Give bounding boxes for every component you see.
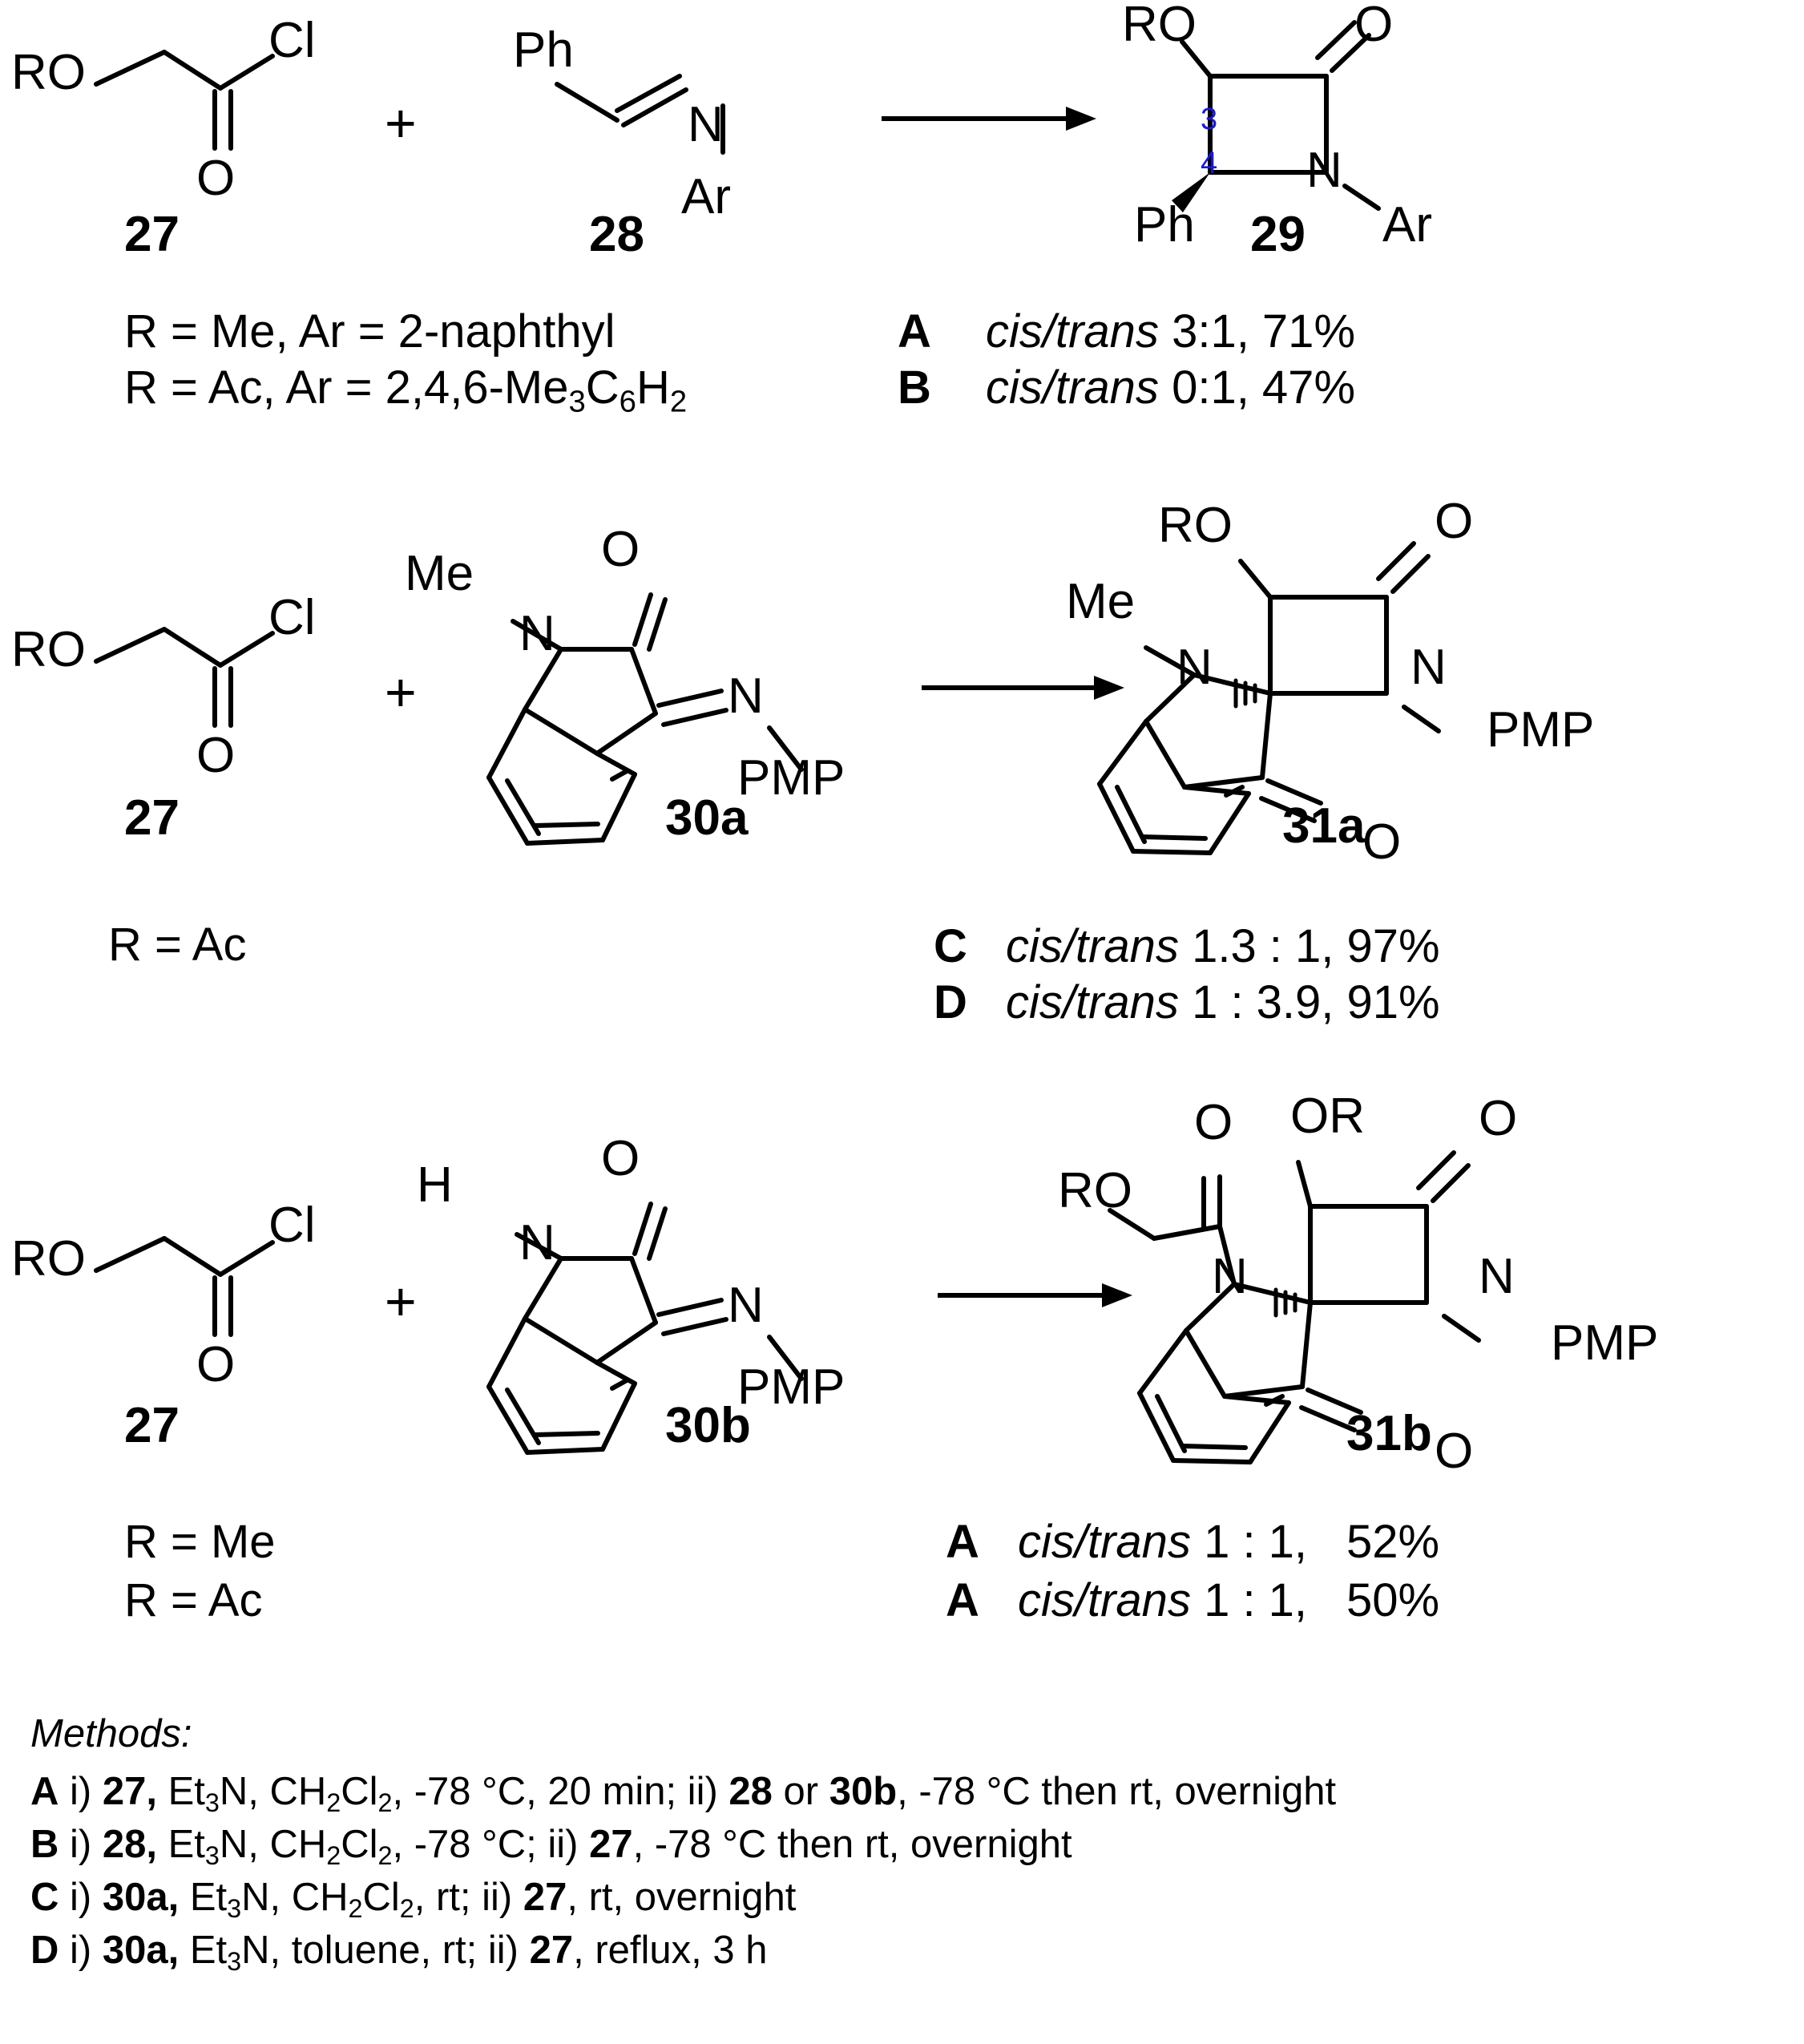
- compound-label-27-row1: 27: [124, 207, 180, 262]
- method-entry-B: B i) 28, $Et_3N$, $CH_2Cl_2$, -78 °C; ii) 27, -78 °C then rt, overnight: [30, 1823, 1072, 1871]
- atom-label-O-31b-bottom: O: [1435, 1424, 1474, 1479]
- atom-label-Cl-27-row3: Cl: [268, 1198, 316, 1253]
- plus-sign-row3: +: [385, 1271, 417, 1332]
- atom-label-N-imine-30b: N: [728, 1278, 764, 1333]
- atom-label-RO-27-row2: RO: [11, 622, 86, 677]
- atom-label-RO-27-row3: RO: [11, 1231, 86, 1287]
- method-entry-A: A i) 27, $Et_3N$, $CH_2Cl_2$, -78 °C, 20 min; ii) 28 or 30b, -78 °C then rt, overnight: [30, 1770, 1337, 1818]
- row3-method-label-A-1: A: [946, 1516, 979, 1568]
- compound-label-30a: 30a: [665, 790, 749, 846]
- compound-label-31b: 31b: [1346, 1406, 1432, 1461]
- row2-method-label-C: C: [934, 920, 967, 972]
- method-entry-D: D i) 30a, $Et_3N$, toluene, rt; ii) 27, reflux, 3 h: [30, 1929, 768, 1977]
- atom-label-O-27-row2: O: [196, 728, 236, 783]
- row2-substituents: R = Ac: [108, 919, 247, 971]
- row1-substituents-line-1: R = Me, Ar = 2-naphthyl: [124, 305, 615, 357]
- reaction-arrow-row1: [882, 95, 1106, 143]
- atom-label-N-30a: N: [519, 606, 555, 661]
- atom-label-RO-27-row1: RO: [11, 45, 86, 100]
- method-entry-C: C i) 30a, $Et_3N$, $CH_2Cl_2$, rt; ii) 27, rt, overnight: [30, 1876, 797, 1924]
- atom-label-Ar-28: Ar: [681, 169, 731, 224]
- row2-method-label-D: D: [934, 976, 967, 1028]
- atom-label-RO-31b: RO: [1058, 1163, 1132, 1218]
- atom-label-N-29: N: [1306, 143, 1342, 198]
- atom-label-N-31a-right: N: [1411, 640, 1447, 695]
- atom-label-O-27-row1: O: [196, 151, 236, 206]
- atom-label-PMP-30a: PMP: [737, 750, 845, 806]
- method-label-B: B: [30, 1823, 59, 1867]
- method-label-C: C: [30, 1876, 59, 1920]
- compound-label-28: 28: [589, 207, 644, 262]
- atom-label-O-29: O: [1354, 0, 1394, 52]
- atom-label-O-30b: O: [601, 1131, 640, 1186]
- methods-title: Methods:: [30, 1712, 192, 1755]
- compound-label-30b: 30b: [665, 1398, 751, 1453]
- atom-label-Cl-27-row1: Cl: [268, 13, 316, 68]
- plus-sign-row2: +: [385, 662, 417, 723]
- atom-label-Me-30a: Me: [405, 546, 474, 601]
- row3-yield-1: 52%: [1346, 1516, 1440, 1568]
- row1-result-B: cis/trans 0:1, 47%: [986, 362, 1356, 414]
- atom-label-Cl-27-row2: Cl: [268, 590, 316, 645]
- row1-method-label-A: A: [898, 305, 931, 357]
- atom-label-RO-31a: RO: [1158, 498, 1233, 553]
- atom-label-O-30a: O: [601, 522, 640, 577]
- row3-substituents-line-2: R = Ac: [124, 1574, 263, 1626]
- atom-label-N-31a-left: N: [1176, 640, 1213, 695]
- atom-label-OR-31b: OR: [1290, 1089, 1365, 1144]
- row3-result-1: cis/trans 1 : 1,: [1018, 1516, 1308, 1568]
- atom-label-N-31b-right: N: [1479, 1249, 1515, 1304]
- atom-label-RO-29: RO: [1122, 0, 1197, 52]
- row3-result-2: cis/trans 1 : 1,: [1018, 1574, 1308, 1626]
- compound-label-31a: 31a: [1282, 798, 1366, 854]
- atom-label-N-28: N: [688, 97, 724, 152]
- atom-label-PMP-31b: PMP: [1551, 1315, 1659, 1371]
- row1-method-label-B: B: [898, 362, 931, 414]
- row1-substituents-line-2: R = Ac, $Ar = 2,4,6-Me_3C_6H_2$: [124, 362, 688, 419]
- compound-label-27-row3: 27: [124, 1398, 180, 1453]
- atom-label-N-30b: N: [519, 1215, 555, 1270]
- atom-label-O-27-row3: O: [196, 1337, 236, 1392]
- row3-substituents-line-1: R = Me: [124, 1516, 276, 1568]
- method-label-A: A: [30, 1770, 59, 1814]
- atom-label-O-31a-bottom: O: [1362, 814, 1402, 870]
- row1-result-A: cis/trans 3:1, 71%: [986, 305, 1356, 357]
- ring-position-4-label: 4: [1201, 147, 1218, 180]
- atom-label-Ph-28: Ph: [513, 22, 574, 78]
- compound-label-29: 29: [1250, 207, 1306, 262]
- compound-label-27-row2: 27: [124, 790, 180, 846]
- atom-label-Ph-29: Ph: [1134, 197, 1195, 252]
- atom-label-O-31a-top: O: [1435, 494, 1474, 549]
- atom-label-N-imine-30a: N: [728, 669, 764, 724]
- methods-section: [30, 1707, 1336, 1979]
- atom-label-O-31b-acyl: O: [1194, 1095, 1233, 1150]
- row2-result-D: cis/trans 1 : 3.9, 91%: [1006, 976, 1440, 1028]
- atom-label-N-31b-left: N: [1212, 1249, 1248, 1304]
- row3-yield-2: 50%: [1346, 1574, 1440, 1626]
- atom-label-H-30b: H: [417, 1157, 453, 1213]
- row3-method-label-A-2: A: [946, 1574, 979, 1626]
- atom-label-PMP-31a: PMP: [1487, 702, 1595, 757]
- atom-label-Ar-29: Ar: [1382, 197, 1432, 252]
- atom-label-Me-31a: Me: [1066, 574, 1136, 629]
- row2-result-C: cis/trans 1.3 : 1, 97%: [1006, 920, 1440, 972]
- method-label-D: D: [30, 1929, 59, 1973]
- ring-position-3-label: 3: [1201, 103, 1218, 136]
- plus-sign-row1: +: [385, 93, 417, 154]
- atom-label-O-31b-top: O: [1479, 1091, 1518, 1146]
- atom-label-PMP-30b: PMP: [737, 1359, 845, 1415]
